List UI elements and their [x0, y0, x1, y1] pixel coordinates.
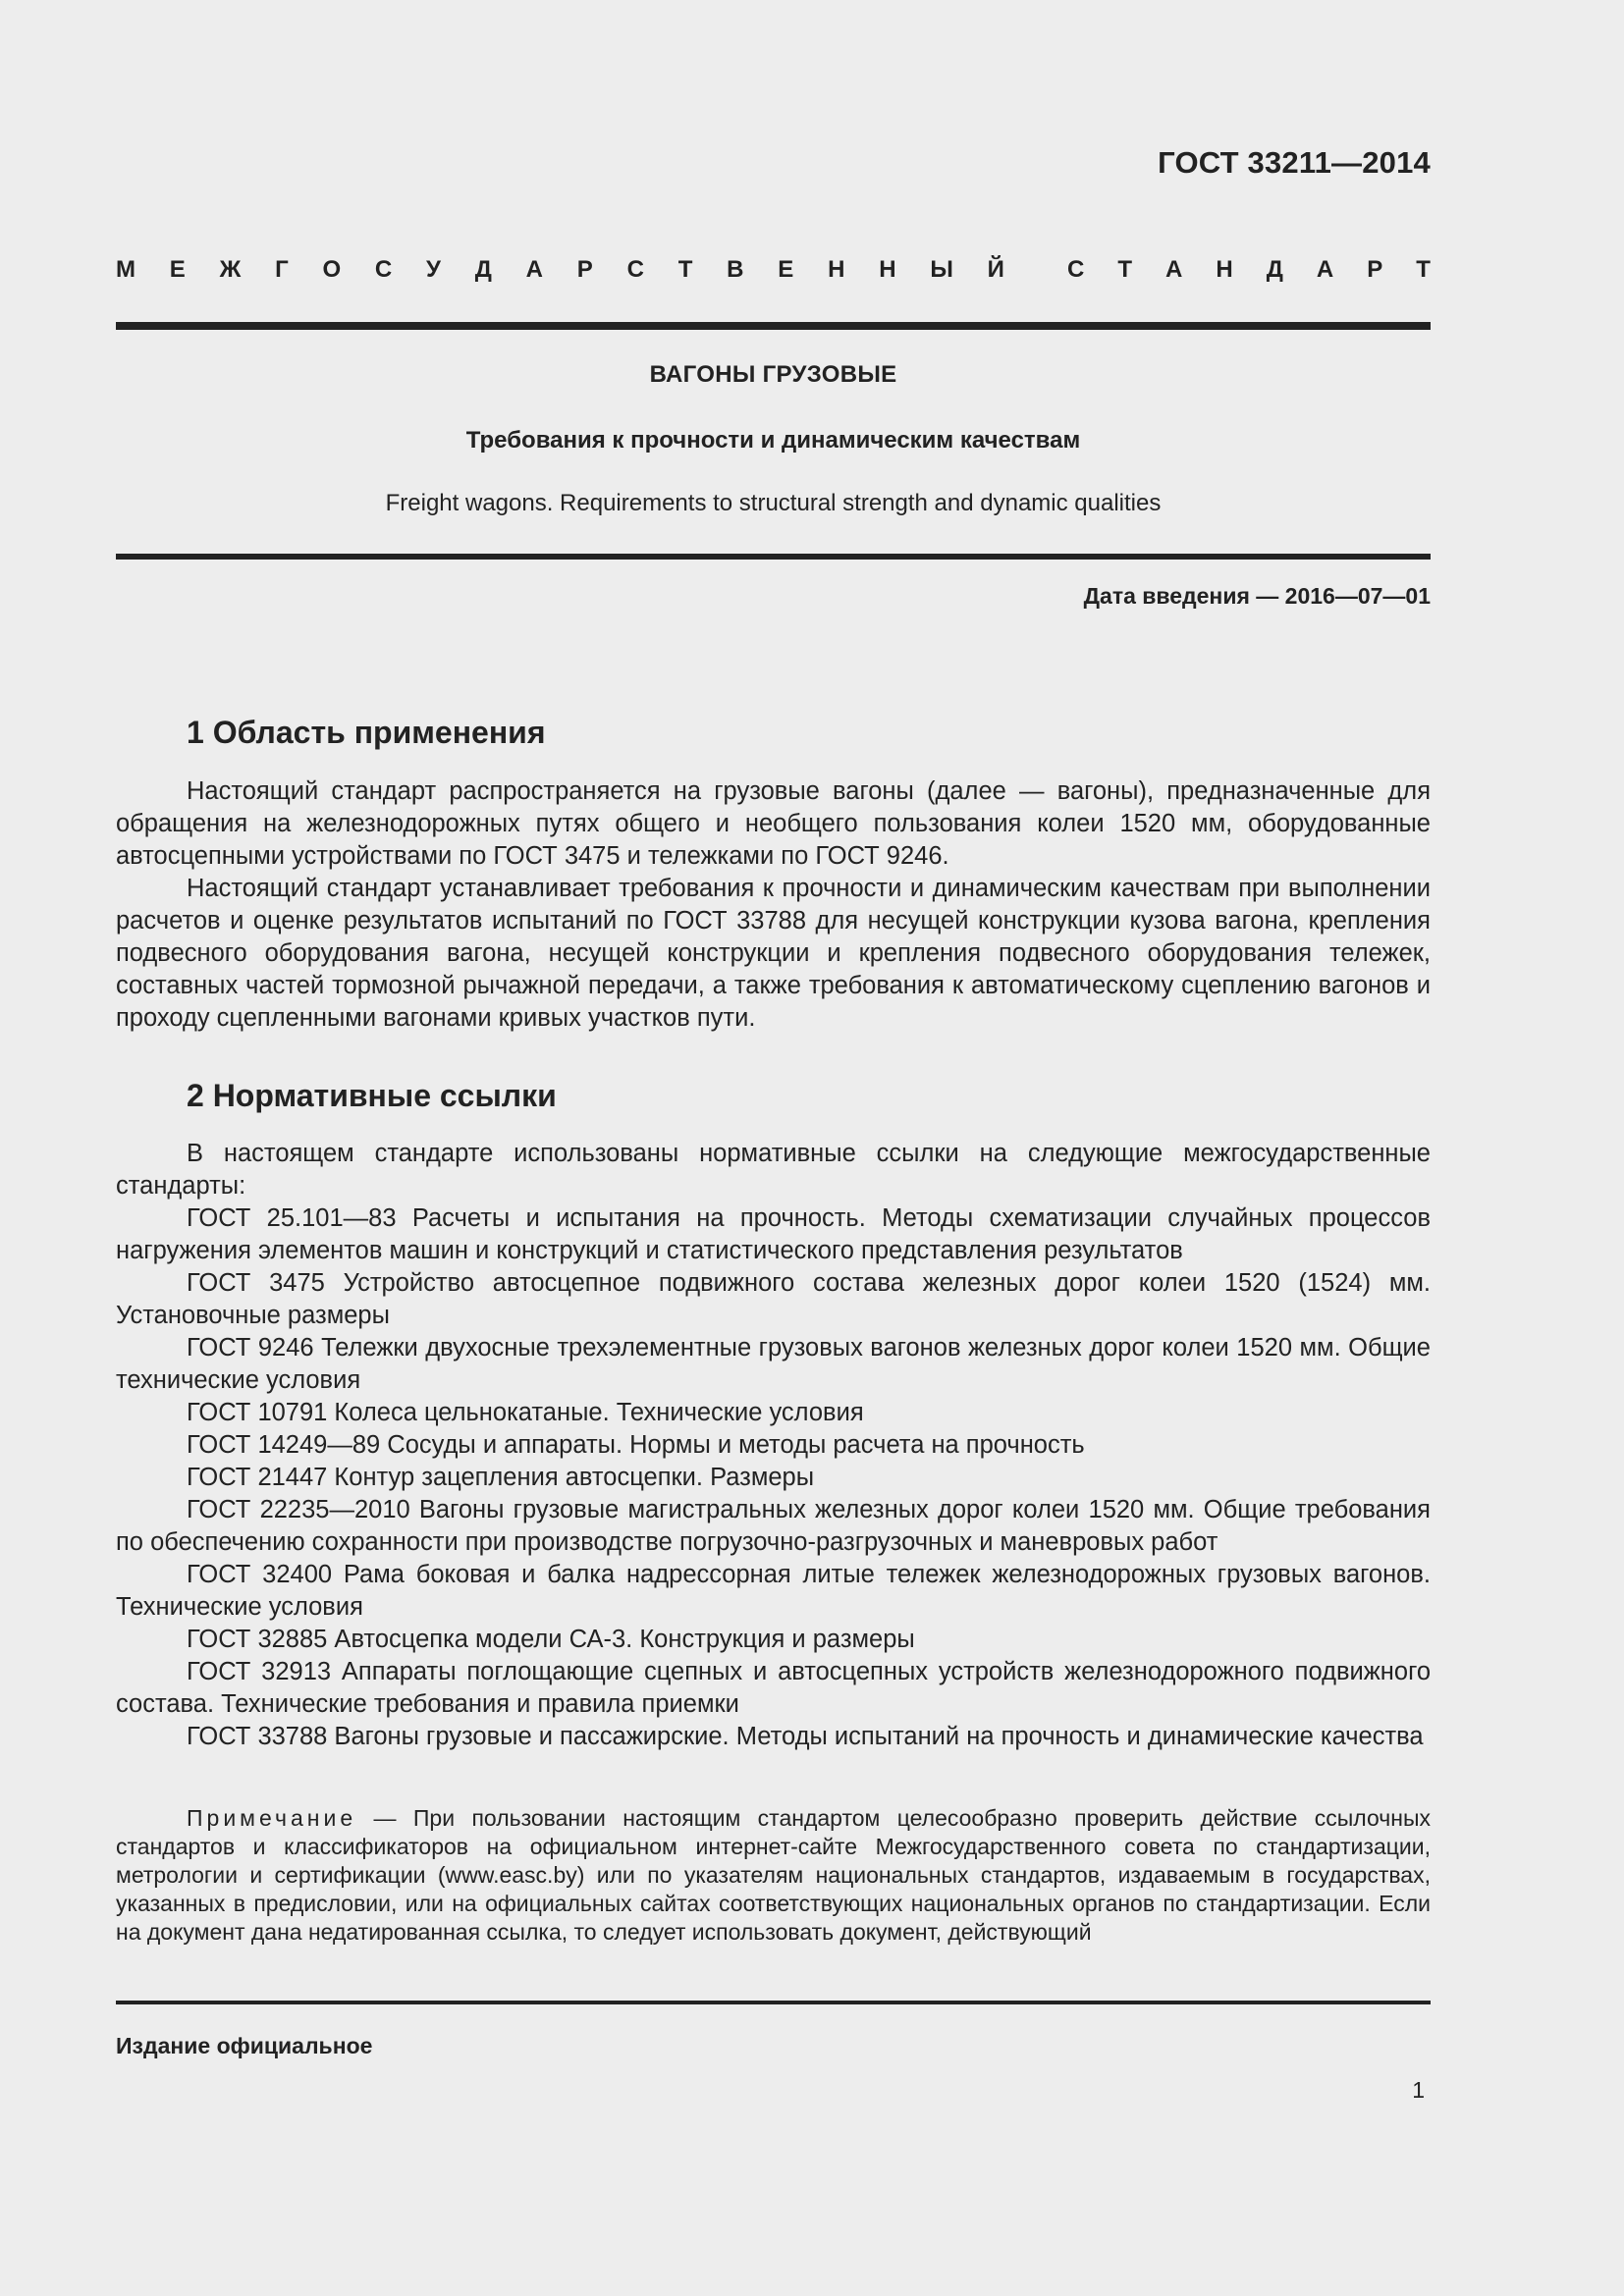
paragraph: Настоящий стандарт устанавливает требования к прочности и динамическим качествам при выполнении расчетов и оценке результатов испытаний по ГОСТ 33788 для несущей конструкции кузова вагона, крепления подвесного оборудования вагона, несущей конструкции и крепления подвесного оборудования тележек, составных частей тормозной рычажной передачи, а также требования к автоматическому сцеплению вагонов и проходу сцепленными вагонами кривых участков пути. [116, 875, 1431, 1032]
english-title: Freight wagons. Requirements to structural strength and dynamic qualities [385, 490, 1162, 516]
spaced-letter: М [116, 256, 135, 283]
reference-item: ГОСТ 21447 Контур зацепления автосцепки. Размеры [187, 1464, 815, 1491]
spaced-letter: Н [828, 256, 845, 283]
spaced-letter: А [1165, 256, 1183, 283]
paragraph: В настоящем стандарте использованы нормативные ссылки на следующие межгосударственные стандарты: [116, 1140, 1431, 1200]
spaced-letter: Р [1367, 256, 1383, 283]
reference-item: ГОСТ 9246 Тележки двухосные трехэлементные грузовых вагонов железных дорог колеи 1520 мм. Общие технические условия [116, 1334, 1431, 1394]
section-1-heading: 1 Область применения [187, 715, 546, 750]
spaced-letter: Т [1117, 256, 1133, 283]
spaced-letter: С [626, 256, 644, 283]
spaced-letter: Г [275, 256, 289, 283]
spaced-letter: Ы [930, 256, 953, 283]
spaced-letter: А [525, 256, 543, 283]
reference-item: ГОСТ 22235—2010 Вагоны грузовые магистральных железных дорог колеи 1520 мм. Общие требования по обеспечению сохранности при производстве погрузочно-разгрузочных и маневровых работ [116, 1496, 1431, 1556]
reference-item: ГОСТ 33788 Вагоны грузовые и пассажирские. Методы испытаний на прочность и динамические качества [187, 1723, 1424, 1750]
spaced-letter: Д [1266, 256, 1283, 283]
spaced-letter: Т [1416, 256, 1431, 283]
reference-item: ГОСТ 3475 Устройство автосцепное подвижного состава железных дорог колеи 1520 (1524) мм. Установочные размеры [116, 1269, 1431, 1329]
document-subtitle: Требования к прочности и динамическим качествам [465, 427, 1081, 454]
spaced-letter: С [374, 256, 393, 283]
spaced-letter: Н [1216, 256, 1233, 283]
spaced-letter: Ж [219, 256, 242, 283]
spaced-letter: Д [474, 256, 492, 283]
official-edition-label: Издание официальное [116, 2033, 373, 2058]
interstate-standard-label [116, 256, 1431, 284]
section-2-heading: 2 Нормативные ссылки [187, 1078, 557, 1113]
spaced-letter: Е [169, 256, 186, 283]
reference-item: ГОСТ 14249—89 Сосуды и аппараты. Нормы и методы расчета на прочность [187, 1431, 1085, 1459]
note-label: Примечание [187, 1805, 357, 1831]
header-divider [116, 322, 1431, 330]
reference-item: ГОСТ 10791 Колеса цельнокатаные. Технические условия [187, 1399, 864, 1426]
spaced-letter: Т [677, 256, 693, 283]
note-paragraph [116, 1804, 1431, 1947]
section-2-body [116, 1138, 1431, 1753]
spaced-letter: Е [778, 256, 794, 283]
spaced-letter: А [1316, 256, 1334, 283]
spaced-letter: Й [987, 256, 1004, 283]
spaced-letter: Р [576, 256, 593, 283]
section-1-body [116, 775, 1431, 1035]
note [116, 1804, 1431, 1947]
document-code: ГОСТ 33211—2014 [1158, 145, 1431, 180]
interstate-word [116, 256, 1004, 284]
introduction-date: Дата введения — 2016—07—01 [1083, 583, 1431, 609]
note-text: — При пользовании настоящим стандартом целесообразно проверить действие ссылочных стандартов и классификаторов на официальном интернет-сайте Межгосударственного совета по стандартизации, метрологии и сертификации (www.easc.by) или по указателям национальных стандартов, издаваемым в государствах, указанных в предисловии, или на официальных сайтах соответствующих национальных органов по стандартизации. Если на документ дана недатированная ссылка, то следует использовать документ, действующий [116, 1805, 1431, 1945]
spaced-letter: О [322, 256, 342, 283]
reference-item: ГОСТ 32885 Автосцепка модели СА-3. Конструкция и размеры [187, 1626, 915, 1653]
title-divider [116, 554, 1431, 560]
document-title: ВАГОНЫ ГРУЗОВЫЕ [649, 361, 897, 388]
footer-divider [116, 2001, 1431, 2004]
reference-item: ГОСТ 32400 Рама боковая и балка надрессорная литые тележек железнодорожных грузовых вагонов. Технические условия [116, 1561, 1431, 1621]
spaced-letter: С [1067, 256, 1085, 283]
reference-item: ГОСТ 32913 Аппараты поглощающие сцепных и автосцепных устройств железнодорожного подвижного состава. Технические требования и правила приемки [116, 1658, 1431, 1718]
reference-item: ГОСТ 25.101—83 Расчеты и испытания на прочность. Методы схематизации случайных процессов нагружения элементов машин и конструкций и статистического представления результатов [116, 1204, 1431, 1264]
spaced-letter: Н [879, 256, 896, 283]
spaced-letter: В [727, 256, 744, 283]
spaced-letter: У [426, 256, 441, 283]
page-number: 1 [1412, 2077, 1425, 2103]
standard-word [1067, 256, 1431, 284]
paragraph: Настоящий стандарт распространяется на грузовые вагоны (далее — вагоны), предназначенные для обращения на железнодорожных путях общего и необщего пользования колеи 1520 мм, оборудованные автосцепными устройствами по ГОСТ 3475 и тележками по ГОСТ 9246. [116, 777, 1431, 870]
